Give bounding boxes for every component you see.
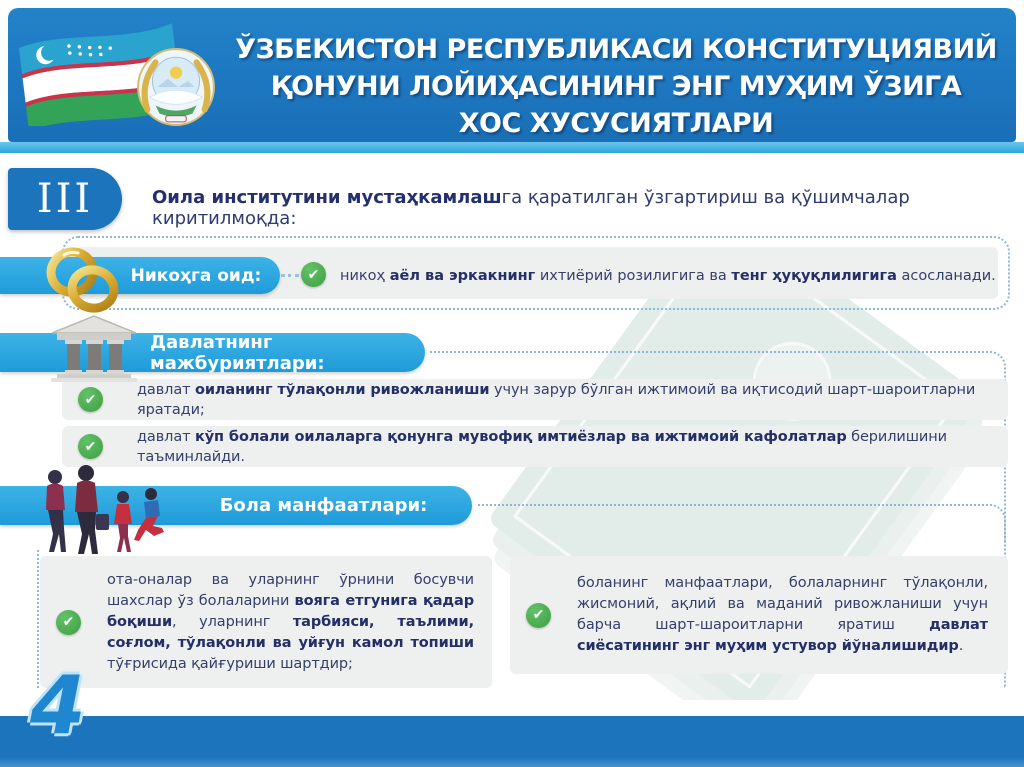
state-item-2 [62,426,1008,467]
section-number-badge [8,168,122,230]
marriage-text: никоҳ аёл ва эркакнинг ихтиёрий розилигига ва тенг ҳуқуқлилигига асосланади. [340,268,996,284]
state-item-1 [62,379,1008,420]
title-line-3: ХОС ХУСУСИЯТЛАРИ [458,108,774,139]
checkmark-icon [526,603,551,628]
state-section-label: Давлатнинг мажбуриятлари: [150,331,325,374]
child-item-right [510,556,1008,674]
header [8,8,1016,142]
child-section-label: Бола манфаатлари: [219,495,428,516]
government-building-icon [48,314,140,382]
marriage-section-label: Никоҳга оид: [130,265,262,286]
checkmark-icon [78,387,103,412]
child-item-right-text: боланинг манфаатлари, болаларнинг тўлақонли, жисмоний, ақлий ва маданий ривожланиши учун барча шарт-шароитларни яратиш давлат сиёсатининг энг муҳим устувор йўналишидир. [577,575,988,654]
family-icon [34,462,174,558]
child-item-left [40,556,492,688]
wedding-rings-icon [42,242,126,322]
header-accent-strip [0,142,1024,153]
page-number: 4 [30,659,86,752]
intro-text: Оила институтини мустаҳкамлашга қаратилган ўзгартириш ва қўшимчалар киритилмоқда: [152,187,910,229]
title-line-2: ҚОНУНИ ЛОЙИҲАСИНИНГ ЭНГ МУҲИМ ЎЗИГА [270,71,962,102]
page-title [223,31,1009,142]
dotted-connector [281,274,299,277]
section-number: III [36,176,94,222]
checkmark-icon [78,434,103,459]
state-item-1-text: давлат оиланинг тўлақонли ривожланиши учун зарур бўлган ижтимоий ва иқтисодий шарт-шароитларни яратади; [137,381,976,418]
checkmark-icon [301,262,326,287]
title-line-1: ЎЗБЕКИСТОН РЕСПУБЛИКАСИ КОНСТИТУЦИЯВИЙ [235,34,997,65]
state-item-2-text: давлат кўп болали оилаларга қонунга мувофиқ имтиёзлар ва ижтимоий кафолатлар берилишини таъминлайди. [137,428,947,465]
uzbekistan-emblem-icon [135,46,217,128]
checkmark-icon [56,610,81,635]
child-item-left-text: ота-оналар ва уларнинг ўрнини босувчи шахслар ўз болаларини вояга етгунига қадар боқиши, уларнинг тарбияси, таълими, соғлом, тўлақонли ва уйғун камол топиши тўғрисида қайғуриши шартдир; [107,571,475,672]
footer-bar [0,716,1024,767]
